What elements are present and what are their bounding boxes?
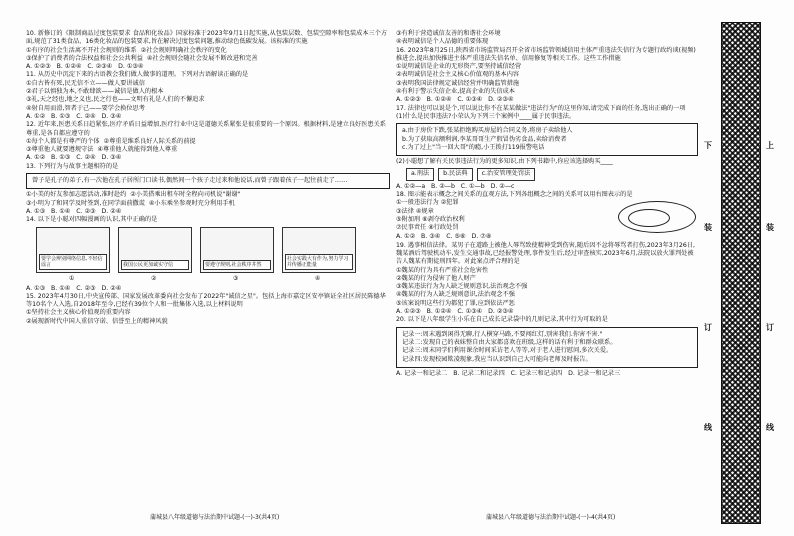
page-footer-left: 蒲城县八年级道德与法治期中试题-(一)-3(共4页)	[150, 514, 280, 521]
binding-char: 上	[766, 141, 774, 150]
comic-caption: 要遵守规则,社会秩序井然	[203, 260, 271, 270]
story-box	[26, 173, 390, 189]
binding-char: 下	[704, 141, 712, 150]
right-column	[396, 30, 698, 378]
question-15	[26, 293, 390, 326]
left-column	[26, 30, 390, 326]
book-choices	[406, 168, 698, 180]
option-line	[26, 138, 390, 146]
option: ①一般违法行为 ②犯罪	[396, 199, 459, 207]
option: ②尊重是维系良好人际关系的前提	[103, 137, 196, 145]
venn-diagram	[618, 199, 698, 233]
answer-choices: A. 记录一和记录二 B. 记录二和记录四 C. 记录三和记录四 D. 记录一和记录三	[396, 369, 621, 377]
option: ①有序的社会生活离不开社会规则的维系	[26, 46, 137, 54]
option: ③礼,天之经也,地之义也,民之行也——文明有礼是人们的不懈追求	[26, 96, 205, 104]
binding-char: 线	[766, 423, 774, 432]
comic-panel	[200, 227, 274, 282]
question-10	[26, 30, 390, 71]
option: ③有利于营造诚信友善的和谐社会环境	[396, 30, 501, 37]
question-stem: 15. 2023年4月30日,中央宣传部、国家发展改革委向社会发布了2022年"诚信之星"。包括上海市嘉定区安亭镇证全社区居民陈德华等10名个人入选,自2018年至今,已经有39位个人和一批集体入选,以上材料说明	[26, 292, 386, 309]
answer-choices: A. ①③ B. ①④ C. ②③ D. ②④	[26, 207, 122, 215]
comic-number: ①	[69, 274, 75, 282]
records-box	[396, 327, 698, 368]
option: ③小明为了和同学及时签到,在同学面前撒谎	[26, 199, 145, 207]
comic-number: ④	[314, 274, 321, 282]
case-item: c.为了过上"当一回大哥"的瘾,小王拨打119报警电话	[402, 143, 545, 151]
question-20	[396, 316, 698, 378]
comic-number: ③	[232, 274, 239, 282]
answer-choices: A. ①③ B. ①④ C. ②③ D. ②④	[26, 284, 122, 292]
question-stem: 17. 法律也可以说是个,可以说比你不在某某做法"违法行为"的这里你知,请完成下面的任务,选出正确的一项	[396, 104, 686, 112]
option: ①坚持社会主义核心价值观的重要内容	[26, 309, 131, 317]
option: ④有利于警示失信企业,提高企业的失信成本	[396, 88, 515, 96]
comic-caption: 我国公民更加诚实守信	[121, 260, 189, 270]
question-stem: 14. 以下是小聪对四幅漫画的认识,其中正确的是	[26, 216, 158, 224]
option: ③魏某违法行为为人缺乏规则意识,法治观念不强	[396, 283, 528, 291]
option: ②表明诚信是社会主义核心价值观的基本内容	[396, 71, 520, 79]
option: ④尊重他人就能得到他人尊重	[97, 146, 178, 154]
option: ③法律 ④规章	[396, 207, 434, 215]
option: ②君子以慎独为本,不敢肆欲——诚信是做人的根本	[26, 88, 164, 96]
comic-panel	[36, 227, 110, 282]
option: ③表明我国法律规定诚信经营并明确监管措施	[396, 79, 520, 87]
record-item: 记录一:周末遇到闲得无聊,行人横穿马路,不要闯红灯,别害我们.你害不害."	[402, 330, 603, 338]
binding-char: 订	[704, 323, 712, 332]
option: ④社会规则会随社会发展不断改进和完善	[146, 54, 258, 62]
answer-choices: A. ①②③ B. ①②④ C. ①③④ D. ②③④	[396, 308, 514, 316]
comic-panel	[118, 227, 192, 282]
option: ①自古皆有死,民无信不立——做人要讲诚信	[26, 79, 145, 87]
question-stem: 18. 图示能表示概念之间关系的直观方法,下列各组概念之间的关系可以用右图表示的是	[396, 191, 633, 199]
record-item: 记录三:周末同学们利用课余时间采访老人等等,对于老人进行慰问,多次关爱。	[402, 347, 613, 355]
question-11	[26, 71, 390, 121]
question-18	[396, 191, 698, 242]
answer-choices: A. ①② B. ①③ C. ②④ D. ③④	[26, 154, 122, 162]
option: ③保护了消费者的合法权益和社会公共利益	[26, 54, 143, 62]
question-stem: 19. 遇事相信法律。某男子在道路上被他人辱骂致使精神受到伤害,随后因不忿将辱骂者打伤,2023年3月26日,魏某酒后驾驶机动车,发生交通事故,已经报警处理,事件发生后,经过审查核实,2023年6月,法院以放火罪判处被告人魏某有期徒刑四年。对此案点评合理的是	[396, 241, 695, 266]
comic-caption: 社会实践大有作为,努力学习并传播正能量	[285, 254, 353, 270]
option: ①魏某的行为具有严重社会危害性	[396, 266, 489, 274]
sub-question: (1)什么是民事违法?小荣认为下列三个案例中____属于民事违法。	[396, 112, 576, 120]
sub-question: (2)小聪想了解有关民事违法行为的更多知识,由下列书籍中,你应该选择购买____	[396, 158, 613, 166]
question-stem: 13. 下列行为与故事主题相符的是	[26, 162, 119, 170]
question-stem: 12. 近年来,医患关系日趋紧张,医疗矛盾日益增加,医疗行业中这是道德关系紧张是很重要的一个原因。根据材料,是建立良好医患关系尊重,是各自都应遵守的	[26, 121, 386, 137]
answer-choices: A. ①②—a B. ②—b C. ①—b D. ②—c	[396, 182, 515, 190]
option: ④射自用而滑,智者于己——要学会换位思考	[26, 104, 145, 112]
question-19	[396, 242, 698, 317]
question-stem: 16. 2023年8月25日,陕西省市场监管局召开全省市场监管领域信用主体严重违法失信行为专题行政约谈(视频)推进会,提出加快推进主体严重违法失信名单、信用修复等相关工作。这些工作措施	[396, 46, 696, 62]
answer-choices: A. ①②③ B. ①②④ C. ①③④ D. ②③④	[396, 96, 514, 104]
answer-choices: A. ①②③ B. ①②④ C. ②③④ D. ①③④	[26, 63, 144, 71]
case-box	[396, 123, 698, 156]
book-option: b.民法典	[438, 168, 472, 180]
record-item: 记录四:发现校园欺凌现象,我应当认识到自己大可能向老师及时报告。	[402, 355, 592, 363]
binding-strip	[704, 22, 776, 522]
option: ②魏某的行为侵害了他人财产	[396, 274, 476, 282]
binding-char: 装	[766, 223, 774, 232]
binding-char: 装	[704, 223, 712, 232]
case-item: b.为了获取高额利润,李某哥哥生产假冒伪劣食品,卖给消费者	[402, 135, 567, 143]
question-13	[26, 163, 390, 216]
question-stem: 20. 以下是八年级学生小乐在自己成长记录袋中的几则记录,其中行为可取的是	[396, 316, 608, 324]
option: ②小美搭乘出租车时全程向司机说"谢谢"	[130, 191, 241, 199]
option: ④魏某的行为人缺乏规则意识,法治观念不强	[396, 291, 515, 299]
option-line	[26, 47, 390, 55]
option: ②展现新时代中国人重信守诺、信誉至上的精神风貌	[26, 317, 168, 325]
option: ②社会规则明确社会秩序的变化	[140, 46, 227, 54]
book-option: a.刑法	[406, 168, 434, 180]
option: ⑦民事责任 ⑧行政处罚	[396, 224, 459, 232]
comic-strip	[36, 227, 390, 285]
option-line	[26, 191, 390, 199]
question-15-continued	[396, 30, 698, 47]
binding-pattern	[721, 22, 761, 524]
option-line	[26, 146, 390, 154]
answer-choices: A. ①② B. ③④ C. ⑤⑥ D. ⑦⑧	[396, 233, 492, 241]
question-14	[26, 216, 390, 293]
story-text: 曾子是孔子的弟子,有一次他在孔子居所门口读书,偶然间一个孩子走过来和他说话,而曾子跟着孩子一起往前走了……	[32, 177, 348, 185]
option: ④表明诚信是个人品德的重要体现	[396, 38, 489, 46]
answer-choices: A. ①② B. ①③ C. ②④ D. ③④	[26, 112, 122, 120]
option: ①说明诚信是企业的无形资产,要坚持诚信经营	[396, 63, 522, 71]
question-17	[396, 105, 698, 191]
case-item: a.由于房价下跌,张某拒绝购买房屋的合同义务,将房子卖给他人	[402, 127, 573, 135]
option: ①小美的好友参加志愿活动,准时赴约	[26, 191, 127, 199]
option: ③尊重他人就要遵规守法	[26, 146, 94, 154]
option-line	[26, 55, 390, 63]
question-16	[396, 47, 698, 105]
option-line	[26, 200, 390, 208]
option: ④小东乘坐参观时充分利用手机	[148, 199, 235, 207]
record-item: 记录二:发现自己的表妹整自由大家都喜欢在班级,这样的话有利于和群众联系。	[402, 338, 617, 346]
question-stem: 10. 新修订的《限制商品过度包装要求 食品和化妆品》国家标准于2023年9月1日起实施,从包装层数、包装空隙率和包装成本三个方面,规范了31类食品、16类化妆品的包装要求,旨在解决过度包装问题,推动绿色低碳发展。该标准的实施	[26, 30, 388, 46]
question-12	[26, 121, 390, 162]
option: ⑤该案说明这些行为都犯了罪,应到依法严惩	[396, 299, 515, 307]
option: ⑤附加刑 ⑥剥夺政治权利	[396, 215, 465, 223]
page-footer-right: 蒲城县八年级道德与法治期中试题-(一)-4(共4页)	[486, 514, 616, 521]
comic-number: ②	[150, 274, 157, 282]
comic-caption: 要学会辨别网络信息,不轻信谣言	[39, 254, 107, 270]
binding-char: 订	[766, 323, 774, 332]
comic-panel	[282, 227, 356, 282]
question-stem: 11. 从历史中沉淀下来的古语教会我们做人做事的道理。下列对古语解读正确的是	[26, 71, 249, 79]
binding-char: 线	[704, 423, 712, 432]
option: ①每个人都是有尊严的个体	[26, 137, 100, 145]
book-option: c.治安管理处罚法	[477, 168, 536, 180]
